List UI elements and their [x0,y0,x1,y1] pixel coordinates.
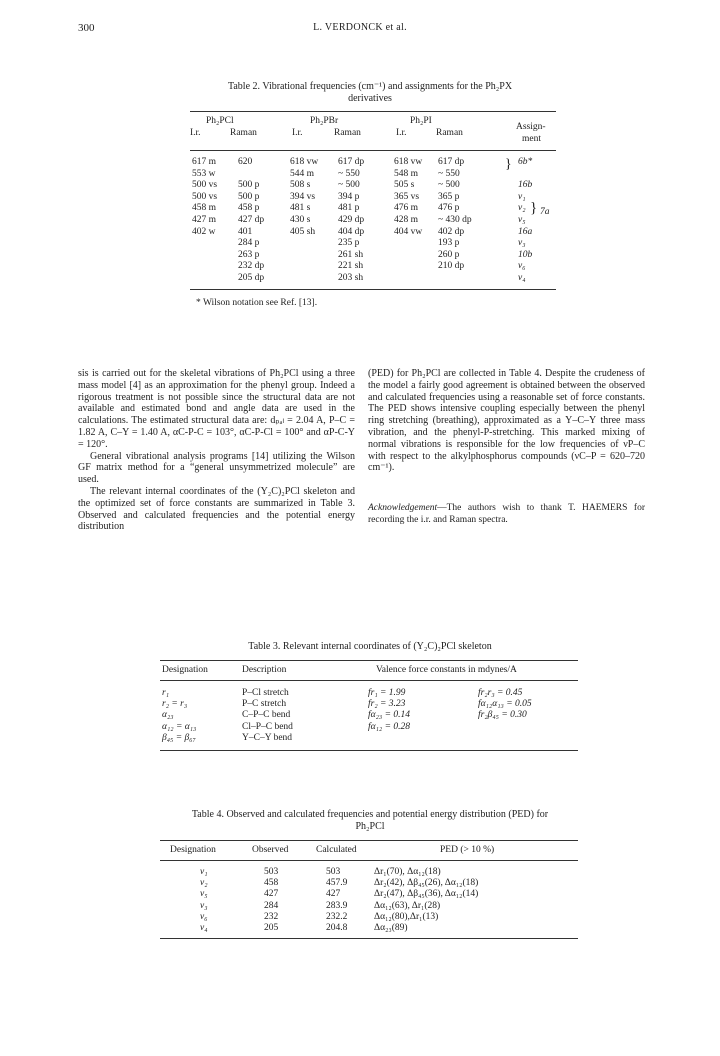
t4-cell: 427 [326,889,341,900]
brace-icon: } [505,157,512,172]
t3-cell: r₂ = r₃ [162,699,188,710]
t3-header-designation: Designation [162,665,208,675]
t2-cell: 394 vs [290,191,316,202]
t2-cell: 620 [238,157,253,167]
table-4-mid-rule [160,860,578,861]
t2-cell: 365 p [438,191,460,202]
t2-cell [438,273,472,285]
table-2-top-rule [190,111,556,112]
group-ph2pcl: Ph₂PCl [206,116,234,126]
t3-header-description: Description [242,665,287,675]
t2-cell: 476 m [394,203,419,214]
t2-cell: 428 m [394,214,419,225]
table-2-bottom-rule [190,289,556,290]
table-3-caption: Table 3. Relevant internal coordinates of (Y₂C)₂PCl skeleton [248,641,492,652]
t2-cell: 365 vs [394,191,420,202]
t3-cell: P–Cl stretch [242,688,289,698]
t2-cell [394,238,422,250]
t2-cell: 205 dp [238,272,265,283]
acknowledgement-text: —The authors wish to thank T. HAEMERS for recording the i.r. and Raman spectra. [368,503,645,525]
assign-header-2: ment [522,134,541,144]
t3-cell [478,722,532,733]
t2-col-pi-raman [438,157,472,285]
t2-cell: ~ 500 [438,180,460,191]
t2-cell: ~ 550 [438,168,460,179]
t3-cell: r₁ [162,688,169,698]
t2-col-pbr-raman [338,157,364,285]
table-4-bottom-rule [160,938,578,939]
t3-cell: fα₂₃ = 0.14 [368,710,411,721]
t3-cell: fr₂r₃ = 0.45 [478,688,523,698]
t2-cell: ~ 500 [338,180,360,191]
group-ph2pbr: Ph₂PBr [310,116,339,126]
brace-label: 7a [540,207,550,217]
table-4-caption-line1: Table 4. Observed and calculated frequencies and potential energy distribution (PED) for [191,809,549,820]
t3-cell: β₄₅ = β₆₇ [162,732,196,743]
group-ph2pi: Ph₂PI [410,116,432,126]
t2-cell: 405 sh [290,226,316,237]
sub-raman: Raman [334,128,361,138]
t2-cell: 458 m [192,203,217,214]
t2-cell: 429 dp [338,214,365,225]
t3-cell [478,733,532,744]
table-2-mid-rule [190,150,556,151]
running-head: L. VERDONCK et al. [313,22,407,33]
t2-cell [192,273,217,285]
t4-cell: ν₃ [200,900,208,911]
t3-cell: P–C stretch [242,699,287,710]
acknowledgement [368,503,645,527]
sub-ir: I.r. [190,128,201,138]
t4-cell: 205 [264,922,279,933]
t4-cell: Δr₂(42), Δβ₄₅(26), Δα₁₂(18) [374,878,479,889]
t3-cell: fα₁₂ = 0.28 [368,721,411,732]
t2-col-pcl-raman [238,157,264,285]
t2-cell: 402 w [192,226,216,237]
t2-cell: 263 p [238,249,260,260]
t2-cell [290,261,318,273]
t4-cell: Δr₁(70), Δα₁₂(18) [374,867,441,877]
t2-cell: 210 dp [438,261,465,272]
t3-cell: C–P–C bend [242,710,291,721]
t2-cell: 284 p [238,238,260,249]
t2-col-pi-ir [394,157,422,285]
t2-cell: 553 w [192,168,216,179]
t3-cell: α₂₃ [162,710,174,721]
body-paragraph: (PED) for Ph₂PCl are collected in Table 4. Despite the crudeness of the model a fairly good agreement is obtained between the observed and calculated frequencies using a reasonable set of force constants. The PED shows intensive coupling especially between the phenyl ring stretching (breathing), approximated as a Y–C–Y three mass vibration, and the phenyl-P-stretching. This marked mixing of normal vibrations is responsible for the low frequencies of νP–C with respect to the alkylphosphorus compounds (νC–P = 620–720 cm⁻¹). [368,368,645,474]
t2-cell: 476 p [438,203,460,214]
t4-col-observed [264,867,278,934]
t2-col-pbr-ir [290,157,318,285]
t2-cell: 235 p [338,238,360,249]
t3-cell: Y–C–Y bend [242,732,293,743]
t4-col-designation [200,867,208,934]
sub-ir: I.r. [292,128,303,138]
table-3-top-rule [160,660,578,661]
table-2-footnote: * Wilson notation see Ref. [13]. [196,298,318,308]
t3-col-designation [162,688,196,744]
t2-cell [192,238,217,250]
t3-cell: fr₁ = 1.99 [368,688,406,698]
table-4-caption-line2: Ph₂PCl [355,821,385,832]
t2-cell [394,273,422,285]
t2-cell: 500 vs [192,180,218,191]
table-4-top-rule [160,840,578,841]
t4-cell: Δr₂(47), Δβ₄₅(36), Δα₁₂(14) [374,889,479,900]
t2-cell: 458 p [238,203,260,214]
t3-cell: fr₂ = 3.23 [368,699,406,710]
t3-col-force-constant-2 [478,688,532,744]
table-3-bottom-rule [160,750,578,751]
body-right-column [368,368,645,527]
t2-cell: 500 p [238,191,260,202]
t3-col-description [242,688,293,744]
t2-cell: 617 dp [338,157,365,167]
t4-header-calculated: Calculated [316,845,357,855]
t4-header-observed: Observed [252,845,289,855]
t2-cell: 404 vw [394,226,423,237]
t4-cell: 457.9 [326,878,348,889]
t2-cell: ν₂ [518,203,526,214]
t2-cell: 10b [518,249,533,260]
t3-col-force-constant-1 [368,688,410,744]
t2-col-assignment [518,157,532,285]
t2-cell: 16a [518,226,533,237]
t3-cell: α₁₂ = α₁₃ [162,721,197,732]
t2-cell: 221 sh [338,261,364,272]
table-3-mid-rule [160,680,578,681]
t4-cell: 503 [264,867,279,877]
t4-col-ped [374,867,478,934]
t4-cell: Δα₁₂(63), Δr₁(28) [374,900,441,911]
t2-cell: 261 sh [338,249,364,260]
t2-cell: 481 s [290,203,311,214]
t2-cell: 260 p [438,249,460,260]
t2-cell: ν₃ [518,238,526,249]
t2-cell: 401 [238,226,253,237]
t2-cell: ν₅ [518,214,526,225]
t2-cell: 617 m [192,157,217,167]
t3-cell [368,733,410,744]
table-2-caption-line2: derivatives [348,93,392,104]
t2-cell [394,261,422,273]
t2-cell: ~ 430 dp [438,214,472,225]
t2-cell: 427 m [192,214,217,225]
brace-icon: } [530,200,538,216]
t2-cell: 508 s [290,180,311,191]
t2-cell: 232 dp [238,261,265,272]
t4-cell: ν₁ [200,867,208,877]
t2-cell: ~ 550 [338,168,360,179]
t2-cell: 618 vw [394,157,423,167]
body-paragraph: General vibrational analysis programs [14] utilizing the Wilson GF matrix method for a “general unsymmetrized molecule” are used. [78,450,355,486]
t2-cell [290,273,318,285]
t2-cell: 404 dp [338,226,365,237]
t2-cell: 203 sh [338,272,364,283]
t4-cell: ν₄ [200,922,208,933]
t2-cell: 394 p [338,191,360,202]
t4-cell: 283.9 [326,900,348,911]
body-left-column [78,368,355,533]
t2-cell: 402 dp [438,226,465,237]
t2-cell: 427 dp [238,214,265,225]
t4-cell: ν₅ [200,889,208,900]
t2-cell: 500 p [238,180,260,191]
t2-cell: ν₄ [518,272,526,283]
t4-cell: Δα₁₂(80),Δr₁(13) [374,911,439,922]
t2-cell: 16b [518,180,533,191]
t2-cell [518,169,532,181]
t2-cell: 544 m [290,168,315,179]
t2-cell [290,250,318,262]
body-paragraph: sis is carried out for the skeletal vibrations of Ph₂PCl using a three mass model [4] as an approximation for the phenyl group. Indeed a rigorous treatment is not possible since the structural data are not available and estimated bond and angle data are used in the calculations. The estimated structural data are: dₚₐₗ = 2.04 A, P–C = 1.82 A, C–Y = 1.40 A, αC-P-C = 103°, αC-P-Cl = 100° and αP-C-Y = 120°. [78,368,355,450]
t4-cell: 284 [264,900,279,911]
t4-cell: 232.2 [326,911,348,922]
t2-cell: 618 vw [290,157,319,167]
t4-cell: ν₂ [200,878,208,889]
acknowledgement-label: Acknowledgement [368,503,438,514]
t2-cell: 548 m [394,168,419,179]
t2-cell: ν₆ [518,261,526,272]
t2-col-pcl-ir [192,157,217,285]
t2-cell: 6b* [518,157,533,167]
t4-cell: ν₆ [200,911,208,922]
t3-header-force-constants: Valence force constants in mdynes/A [376,665,517,675]
t2-cell: 505 s [394,180,415,191]
t3-cell: fα₁₂α₁₃ = 0.05 [478,699,532,710]
t4-cell: Δα₂₃(89) [374,922,408,933]
table-2-caption-line1: Table 2. Vibrational frequencies (cm⁻¹) and assignments for the Ph₂PX [227,81,513,92]
t2-cell: ν₁ [518,191,526,202]
t4-header-ped: PED (> 10 %) [440,845,495,855]
t3-cell: Cl–P–C bend [242,721,293,732]
t2-cell [394,250,422,262]
assign-header-1: Assign- [516,122,546,132]
body-paragraph: The relevant internal coordinates of the (Y₂C)₂PCl skeleton and the optimized set of force constants are summarized in Table 3. Observed and calculated frequencies and the potential energy distribution [78,485,355,533]
t4-cell: 204.8 [326,922,348,933]
t2-cell: 193 p [438,238,460,249]
t4-cell: 503 [326,867,341,877]
t4-col-calculated [326,867,347,934]
t4-cell: 458 [264,878,279,889]
t2-cell: 430 s [290,214,311,225]
page-number: 300 [78,22,95,34]
t4-cell: 427 [264,889,279,900]
t4-header-designation: Designation [170,845,216,855]
t2-cell: 481 p [338,203,360,214]
t2-cell [192,250,217,262]
sub-ir: I.r. [396,128,407,138]
t2-cell [238,169,264,181]
t2-cell [192,261,217,273]
t3-cell: fr₂β₄₅ = 0.30 [478,710,527,721]
t2-cell: 500 vs [192,191,218,202]
t2-cell: 617 dp [438,157,465,167]
sub-raman: Raman [230,128,257,138]
sub-raman: Raman [436,128,463,138]
t4-cell: 232 [264,911,279,922]
t2-cell [290,238,318,250]
